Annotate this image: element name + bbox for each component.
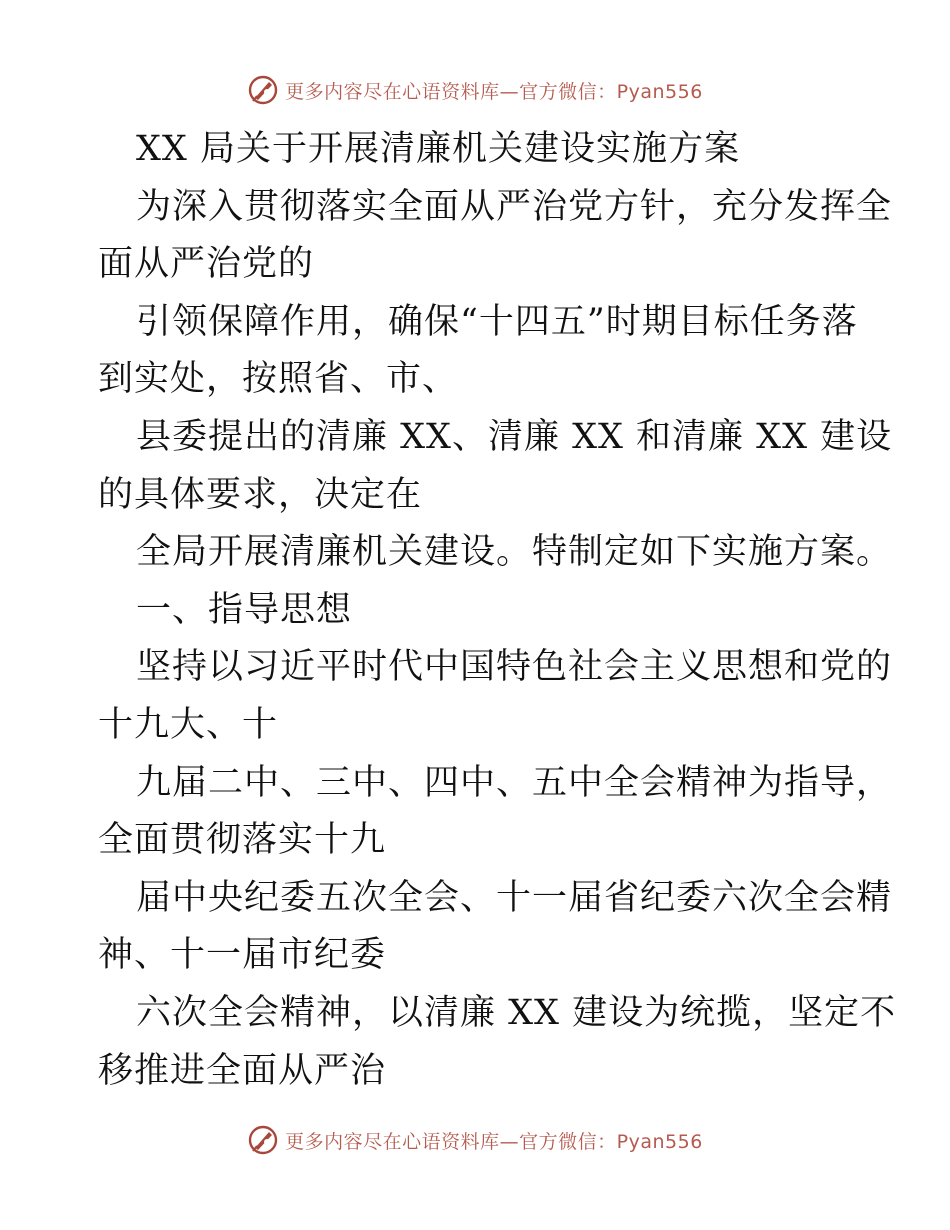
document-body xyxy=(98,121,897,1100)
quill-logo-icon xyxy=(247,74,279,106)
text-line: 届中央纪委五次全会、十一届省纪委六次全会精 xyxy=(136,877,893,918)
section-heading: 一、指导思想 xyxy=(136,589,353,630)
text-line: 移推进全面从严治 xyxy=(98,1050,387,1091)
text-line: 坚持以习近平时代中国特色社会主义思想和党的 xyxy=(136,647,893,688)
text-line: 六次全会精神，以清廉 XX 建设为统揽，坚定不 xyxy=(136,992,897,1033)
text-line: 神、十一届市纪委 xyxy=(98,935,387,976)
watermark-text: 更多内容尽在心语资料库—官方微信：Pyan556 xyxy=(285,80,703,103)
quill-logo-icon xyxy=(247,1124,279,1156)
text-line: 十九大、十 xyxy=(98,704,279,745)
text-line: 全局开展清廉机关建设。特制定如下实施方案。 xyxy=(136,532,893,573)
text-line: 县委提出的清廉 XX、清廉 XX 和清廉 XX 建设 xyxy=(136,416,893,457)
watermark-text: 更多内容尽在心语资料库—官方微信：Pyan556 xyxy=(285,1130,703,1153)
watermark-footer xyxy=(0,1120,950,1160)
text-line: 面从严治党的 xyxy=(98,244,315,285)
text-line: 为深入贯彻落实全面从严治党方针，充分发挥全 xyxy=(136,186,893,227)
text-line: 引领保障作用，确保“十四五”时期目标任务落 xyxy=(136,301,858,342)
text-line: 全面贯彻落实十九 xyxy=(98,820,387,861)
text-line: 九届二中、三中、四中、五中全会精神为指导， xyxy=(136,762,893,803)
document-title: XX 局关于开展清廉机关建设实施方案 xyxy=(136,129,740,169)
text-line: 到实处，按照省、市、 xyxy=(98,359,459,400)
text-line: 的具体要求，决定在 xyxy=(98,474,423,515)
watermark-header xyxy=(0,70,950,110)
